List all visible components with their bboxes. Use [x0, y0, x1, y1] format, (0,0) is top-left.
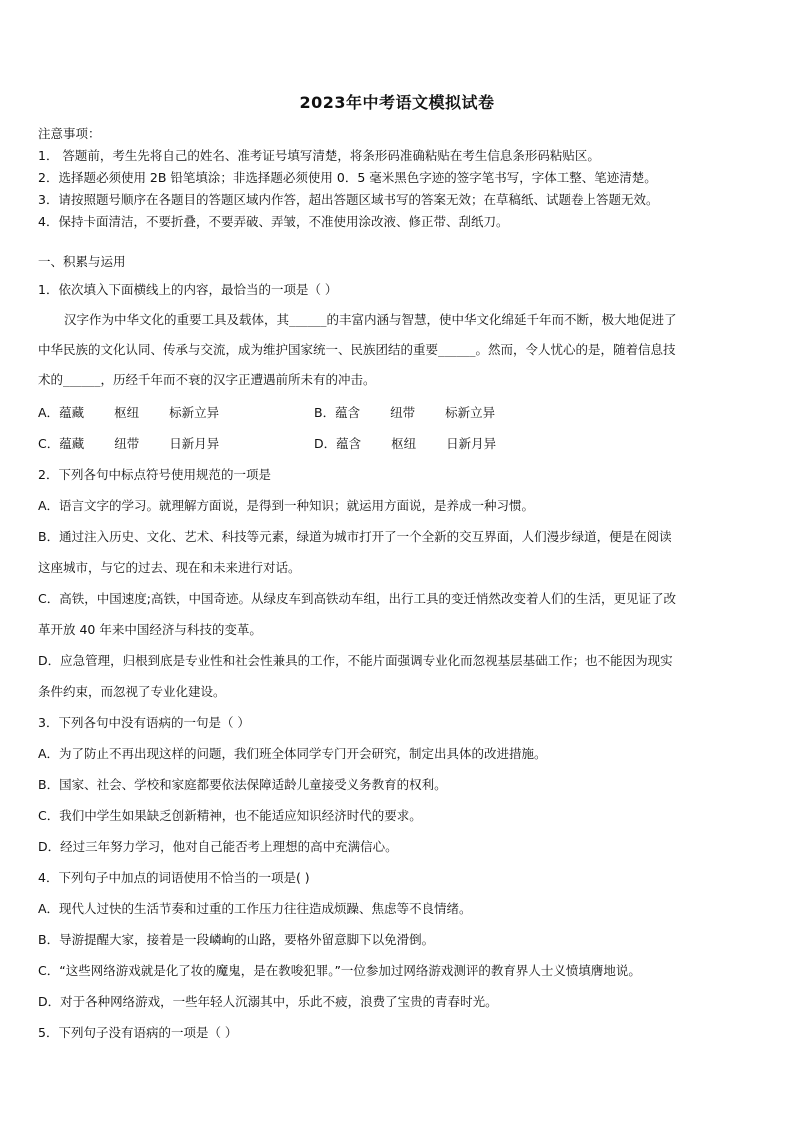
option-a	[38, 403, 219, 421]
option-line: A．语言文字的学习。就理解方面说，是得到一种知识；就运用方面说，是养成一种习惯。	[38, 498, 535, 513]
option-word: 蕴含	[336, 436, 362, 451]
question-stem: 5．下列句子没有语病的一项是（ ）	[38, 1025, 238, 1040]
option-line: C．高铁，中国速度;高铁，中国奇迹。从绿皮车到高铁动车组，出行工具的变迁悄然改变着人们的生活，更见证了改	[38, 591, 676, 606]
option-line: C．“这些网络游戏就是化了妆的魔鬼，是在教唆犯罪。”一位参加过网络游戏测评的教育界人士义愤填膺地说。	[38, 963, 641, 978]
passage-line: 汉字作为中华文化的重要工具及载体，其______的丰富内涵与智慧，使中华文化绵延千年而不断，极大地促进了	[64, 312, 677, 327]
option-word: 标新立异	[445, 405, 496, 420]
option-letter: B．	[314, 405, 336, 420]
page-title: 2023年中考语文模拟试卷	[299, 93, 495, 112]
option-line: B．国家、社会、学校和家庭都要依法保障适龄儿童接受义务教育的权利。	[38, 777, 447, 792]
option-word: 标新立异	[169, 405, 220, 420]
option-line: D．经过三年努力学习，他对自己能否考上理想的高中充满信心。	[38, 839, 398, 854]
option-word: 蕴藏	[59, 405, 85, 420]
option-word: 日新月异	[169, 436, 220, 451]
option-word: 蕴藏	[59, 436, 85, 451]
option-line: D．对于各种网络游戏，一些年轻人沉溺其中，乐此不疲，浪费了宝贵的青春时光。	[38, 994, 498, 1009]
option-word: 日新月异	[446, 436, 497, 451]
option-line: B．导游提醒大家，接着是一段嶙峋的山路，要格外留意脚下以免滑倒。	[38, 932, 435, 947]
option-word: 纽带	[390, 405, 416, 420]
notes-item: 3．请按照题号顺序在各题目的答题区域内作答，超出答题区域书写的答案无效；在草稿纸、试题卷上答题无效。	[38, 192, 659, 207]
question-stem: 4．下列句子中加点的词语使用不恰当的一项是( )	[38, 870, 310, 885]
option-line: B．通过注入历史、文化、艺术、科技等元素，绿道为城市打开了一个全新的交互界面，人们漫步绿道，便是在阅读	[38, 529, 672, 544]
section-heading: 一、积累与运用	[38, 254, 126, 269]
option-d	[314, 434, 496, 452]
question-stem: 3．下列各句中没有语病的一句是（ ）	[38, 715, 250, 730]
passage-line: 术的______，历经千年而不衰的汉字正遭遇前所未有的冲击。	[38, 372, 376, 387]
option-line: D．应急管理，归根到底是专业性和社会性兼具的工作，不能片面强调专业化而忽视基层基础工作；也不能因为现实	[38, 653, 673, 668]
notes-item: 4．保持卡面清洁，不要折叠，不要弄破、弄皱，不准使用涂改液、修正带、刮纸刀。	[38, 214, 509, 229]
option-b	[314, 403, 495, 421]
option-line: 条件约束，而忽视了专业化建设。	[38, 684, 226, 699]
option-word: 纽带	[114, 436, 140, 451]
question-stem: 1．依次填入下面横线上的内容，最恰当的一项是（ ）	[38, 282, 338, 297]
question-stem: 2．下列各句中标点符号使用规范的一项是	[38, 467, 271, 482]
option-letter: D．	[314, 436, 337, 451]
notes-heading: 注意事项：	[38, 126, 101, 141]
option-word: 蕴含	[335, 405, 361, 420]
option-line: 这座城市，与它的过去、现在和未来进行对话。	[38, 560, 301, 575]
option-c	[38, 434, 219, 452]
option-letter: C．	[38, 436, 60, 451]
option-letter: A．	[38, 405, 60, 420]
notes-item: 1． 答题前，考生先将自己的姓名、准考证号填写清楚，将条形码准确粘贴在考生信息条形码粘贴区。	[38, 148, 600, 163]
option-word: 枢纽	[114, 405, 140, 420]
option-line: 革开放 40 年来中国经济与科技的变革。	[38, 622, 262, 637]
notes-item: 2．选择题必须使用 2B 铅笔填涂；非选择题必须使用 0．5 毫米黑色字迹的签字笔书写，字体工整、笔迹清楚。	[38, 170, 657, 185]
option-word: 枢纽	[391, 436, 417, 451]
passage-line: 中华民族的文化认同、传承与交流，成为维护国家统一、民族团结的重要______。然而，令人忧心的是，随着信息技	[38, 342, 676, 357]
option-line: C．我们中学生如果缺乏创新精神，也不能适应知识经济时代的要求。	[38, 808, 422, 823]
option-line: A．为了防止不再出现这样的问题，我们班全体同学专门开会研究，制定出具体的改进措施。	[38, 746, 547, 761]
option-line: A．现代人过快的生活节奏和过重的工作压力往往造成烦躁、焦虑等不良情绪。	[38, 901, 472, 916]
